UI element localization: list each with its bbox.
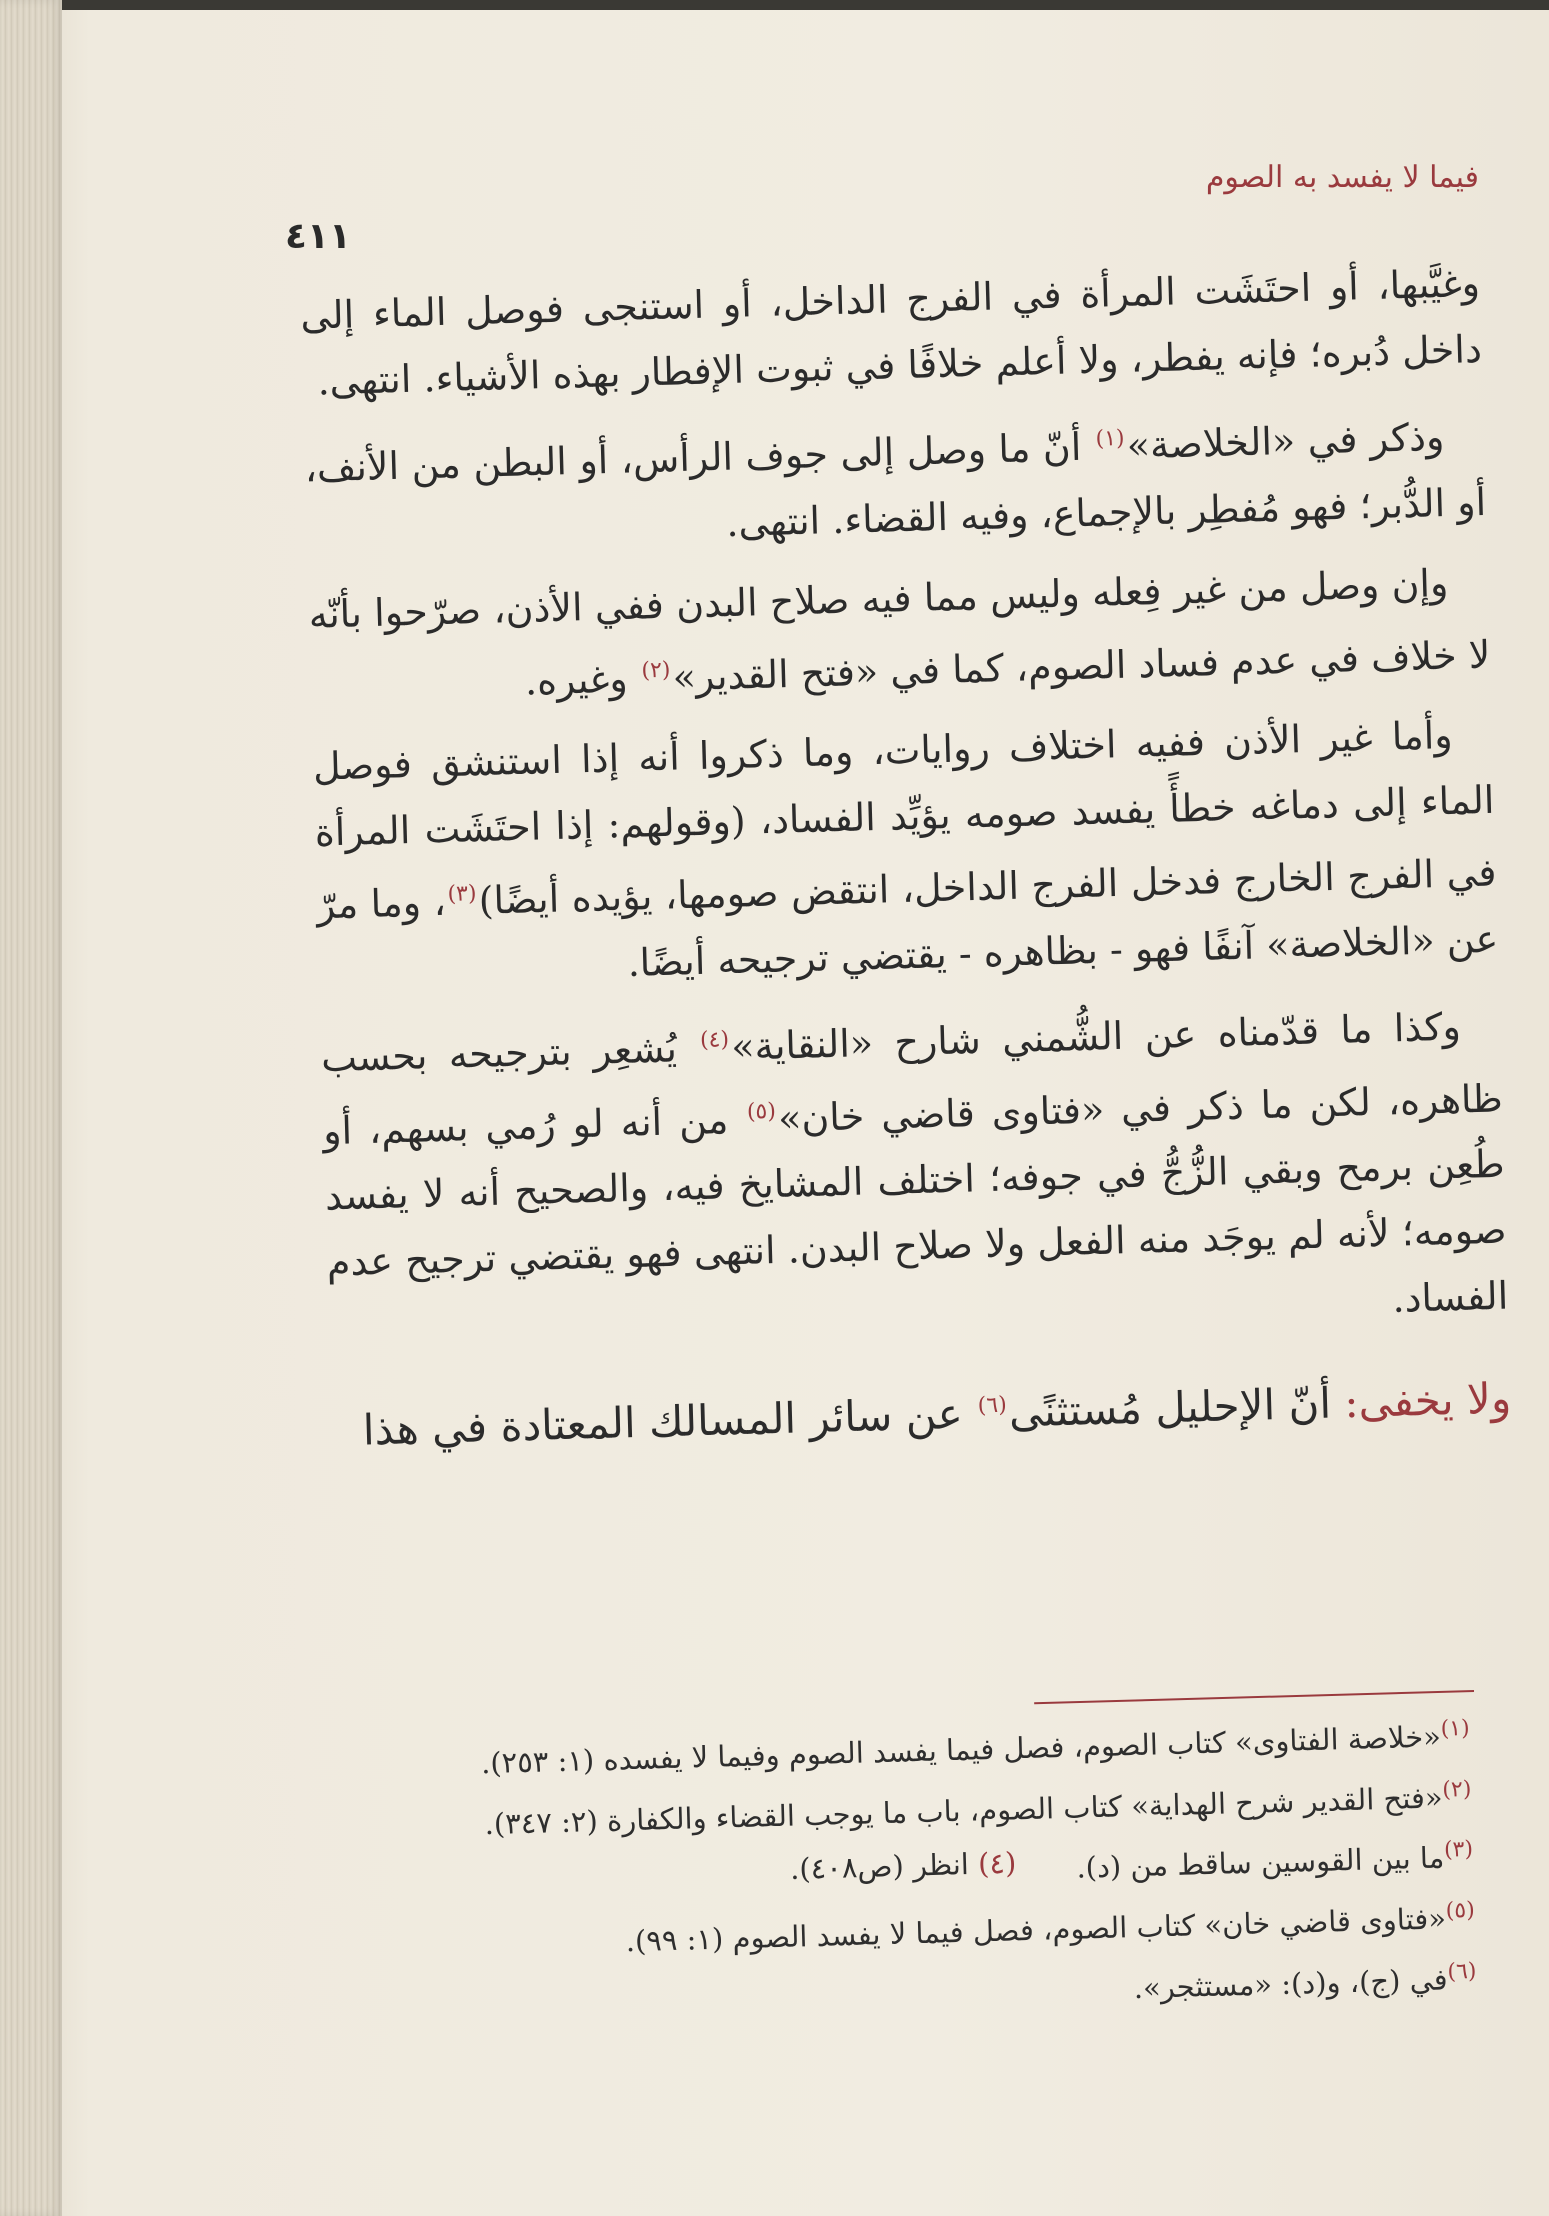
paragraph-5 [320, 986, 1509, 1362]
paragraph-1 [299, 250, 1482, 415]
main-text [299, 250, 1512, 1479]
paragraph-2 [304, 396, 1487, 568]
footnote-ref-2: (٢) [641, 657, 671, 684]
footnote-2-text: «فتح القدير شرح الهداية» كتاب الصوم، باب ما يوجب القضاء والكفارة (٢: ٣٤٧). [484, 1780, 1444, 1841]
footnote-3-number: (٣) [1443, 1837, 1474, 1864]
paragraph-1-text: وغيَّبها، أو احتَشَت المرأة في الفرج الداخل، أو استنجى فوصل الماء إلى داخل دُبره؛ فإنه يفطر، ولا أعلم خلافًا في ثبوت الإفطار بهذه الأشياء. انتهى. [299, 260, 1483, 404]
closing-text-a: أنّ الإحليل مُستثنًى [1008, 1378, 1346, 1437]
page-number: ٤١١ [285, 216, 351, 257]
paragraph-2-text-b: أنّ ما وصل إلى جوف الرأس، أو البطن من الأنف، أو الدُّبر؛ فهو مُفطِر بالإجماع، وفيه القضاء. انتهى. [304, 424, 1487, 545]
running-head: فيما لا يفسد به الصوم [1205, 160, 1479, 195]
footnote-2-number: (٢) [1441, 1776, 1472, 1803]
paragraph-3 [308, 549, 1491, 721]
footnote-1-text: «خلاصة الفتاوى» كتاب الصوم، فصل فيما يفسد الصوم وفيما لا يفسده (١: ٢٥٣). [480, 1719, 1442, 1781]
footnote-3-text: ما بين القوسين ساقط من (د). [1075, 1840, 1445, 1885]
footnote-ref-6: (٦) [977, 1392, 1008, 1419]
footnote-4-text: انظر (ص٤٠٨). [789, 1847, 970, 1887]
footnote-1-number: (١) [1440, 1715, 1471, 1742]
paragraph-5-text-b: يُشعِر بترجيحه بحسب ظاهره، لكن ما ذكر في «فتاوى قاضي خان» [320, 1025, 1504, 1141]
paragraph-2-text-a: وذكر في «الخلاصة» [1126, 414, 1445, 468]
closing-text-b: عن سائر المسالك المعتادة في هذا [362, 1388, 977, 1455]
paragraph-3-text-b: وغيره. [524, 655, 641, 704]
footnote-ref-1: (١) [1095, 425, 1125, 452]
paragraph-4-text-a: وأما غير الأذن ففيه اختلاف روايات، وما ذكروا أنه إذا استنشق فوصل الماء إلى دماغه خطأً يفسد صومه يؤيِّد الفساد، (وقولهم: إذا احتَشَت المرأة في الفرج الخارج فدخل الفرج الداخل، انتقض صومها، يؤيده أيضًا) [312, 713, 1498, 924]
paragraph-5-text-c: من أنه لو رُمي بسهم، أو طُعِن برمح وبقي الزُّجُّ في جوفه؛ اختلف المشايخ فيه، والصحيح أنه لا يفسد صومه؛ لأنه لم يوجَد منه الفعل ولا صلاح البدن. انتهى فهو يقتضي ترجيح عدم الفساد. [322, 1097, 1509, 1322]
paragraph-4 [312, 701, 1499, 1004]
footnote-6-text: في (ج)، و(د): «مستثجر». [1133, 1961, 1449, 2005]
closing-lead: ولا يخفى: [1343, 1373, 1512, 1428]
paragraph-5-text-a: وكذا ما قدّمناه عن الشُّمني شارح «النقاية» [730, 1004, 1462, 1069]
footnote-5-number: (٥) [1445, 1897, 1476, 1924]
footnote-ref-5: (٥) [746, 1098, 777, 1125]
paragraph-4-text-b: ، وما مرّ عن «الخلاصة» آنفًا فهو - بظاهره - يقتضي ترجيحه أيضًا. [316, 880, 1499, 986]
footnote-5-text: «فتاوى قاضي خان» كتاب الصوم، فصل فيما لا يفسد الصوم (١: ٩٩). [625, 1901, 1447, 1959]
closing-line [330, 1359, 1512, 1465]
footnote-4-number: (٤) [977, 1846, 1017, 1882]
footnote-ref-3: (٣) [447, 881, 477, 908]
footnotes [319, 1705, 1477, 2040]
page-stack-edge [0, 0, 62, 2216]
background-strip [0, 0, 1549, 10]
paragraph-3-text-a: وإن وصل من غير فِعله وليس مما فيه صلاح البدن ففي الأذن، صرّحوا بأنّه لا خلاف في عدم فساد الصوم، كما في «فتح القدير» [308, 560, 1491, 699]
footnote-6-number: (٦) [1447, 1958, 1477, 1985]
footnote-ref-4: (٤) [699, 1027, 730, 1054]
